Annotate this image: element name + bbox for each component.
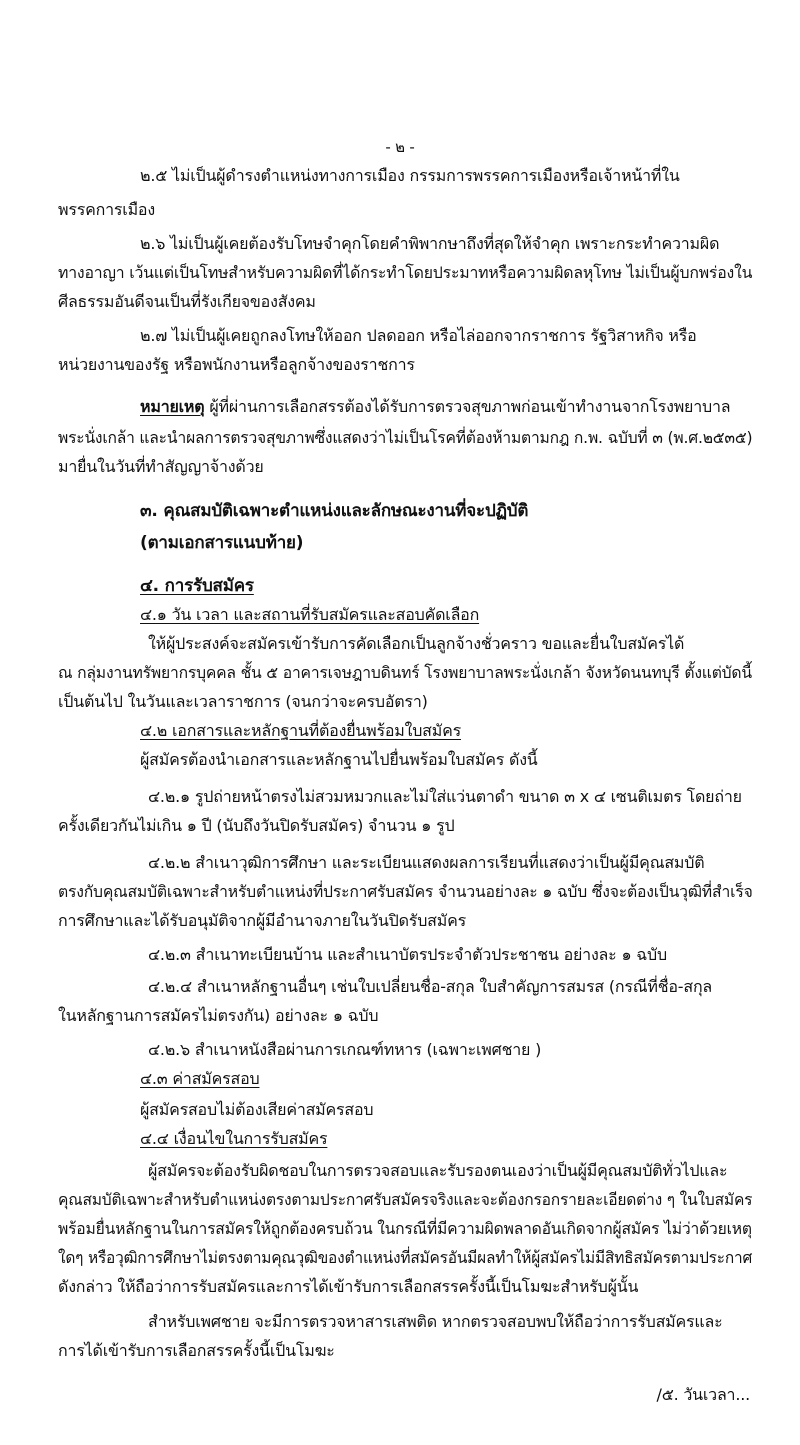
- item-4-2-2-line-1: ๔.๒.๒ สำเนาวุฒิการศึกษา และระเบียนแสดงผลการเรียนที่แสดงว่าเป็นผู้มีคุณสมบัติ: [148, 853, 705, 872]
- note-label: หมายเหตุ: [140, 397, 205, 416]
- item-4-2-4-line-1: ๔.๒.๔ สำเนาหลักฐานอื่นๆ เช่นใบเปลี่ยนชื่อ-สกุล ใบสำคัญการสมรส (กรณีที่ชื่อ-สกุล: [148, 977, 713, 996]
- continuation-text: /๕. วันเวลา...: [656, 1385, 750, 1404]
- item-2-6-line-1: ๒.๖ ไม่เป็นผู้เคยต้องรับโทษจำคุกโดยคำพิพากษาถึงที่สุดให้จำคุก เพราะกระทำความผิด: [140, 234, 720, 253]
- note-line-3: มายื่นในวันที่ทำสัญญาจ้างด้วย: [58, 457, 264, 476]
- item-4-2-1-line-2: ครั้งเดียวกันไม่เกิน ๑ ปี (นับถึงวันปิดรับสมัคร) จำนวน ๑ รูป: [58, 816, 455, 835]
- section-4-4-heading: ๔.๔ เงื่อนไขในการรับสมัคร: [140, 1129, 328, 1148]
- section-3-title: ๓. คุณสมบัติเฉพาะตำแหน่งและลักษณะงานที่จะปฏิบัติ: [140, 501, 529, 521]
- item-2-6-line-3: ศีลธรรมอันดีจนเป็นที่รังเกียจของสังคม: [58, 292, 316, 311]
- section-4-4-para-2-line-2: การได้เข้ารับการเลือกสรรครั้งนี้เป็นโมฆะ: [58, 1341, 335, 1360]
- note-line-2: พระนั่งเกล้า และนำผลการตรวจสุขภาพซึ่งแสดงว่าไม่เป็นโรคที่ต้องห้ามตามกฎ ก.พ. ฉบับที่ ๓ (พ.ศ.๒๕๓๕): [58, 428, 753, 447]
- section-4-1-heading: ๔.๑ วัน เวลา และสถานที่รับสมัครและสอบคัดเลือก: [140, 605, 480, 624]
- section-4-4-para-1-line-3: พร้อมยื่นหลักฐานในการสมัครให้ถูกต้องครบถ้วน ในกรณีที่มีความผิดพลาดอันเกิดจากผู้สมัคร ไม่ว่าด้วยเหตุ: [58, 1219, 752, 1238]
- section-4-1-line-3: เป็นต้นไป ในวันและเวลาราชการ (จนกว่าจะครบอัตรา): [58, 692, 428, 711]
- section-4-1-line-1: ให้ผู้ประสงค์จะสมัครเข้ารับการคัดเลือกเป็นลูกจ้างชั่วคราว ขอและยื่นใบสมัครได้: [148, 634, 685, 653]
- item-2-7-line-1: ๒.๗ ไม่เป็นผู้เคยถูกลงโทษให้ออก ปลดออก หรือไล่ออกจากราชการ รัฐวิสาหกิจ หรือ: [140, 326, 697, 345]
- section-4-3-heading: ๔.๓ ค่าสมัครสอบ: [140, 1069, 260, 1088]
- item-2-7-line-2: หน่วยงานของรัฐ หรือพนักงานหรือลูกจ้างของราชการ: [58, 355, 415, 374]
- item-4-2-1-line-1: ๔.๒.๑ รูปถ่ายหน้าตรงไม่สวมหมวกและไม่ใส่แว่นตาดำ ขนาด ๓ x ๔ เซนติเมตร โดยถ่าย: [148, 787, 742, 806]
- page-number: - ๒ -: [385, 138, 415, 156]
- note-line-1: [140, 396, 730, 418]
- section-4-4-para-1-line-1: ผู้สมัครจะต้องรับผิดชอบในการตรวจสอบและรับรองตนเองว่าเป็นผู้มีคุณสมบัติทั่วไปและ: [148, 1161, 728, 1180]
- section-4-4-para-1-line-4: ใดๆ หรือวุฒิการศึกษาไม่ตรงตามคุณวุฒิของตำแหน่งที่สมัครอันมีผลทำให้ผู้สมัครไม่มีสิทธิสมัครตามประกาศ: [58, 1248, 753, 1267]
- section-4-4-para-1-line-2: คุณสมบัติเฉพาะสำหรับตำแหน่งตรงตามประกาศรับสมัครจริงและจะต้องกรอกรายละเอียดต่าง ๆ ในใบสมัคร: [58, 1190, 753, 1209]
- note-text: ผู้ที่ผ่านการเลือกสรรต้องได้รับการตรวจสุขภาพก่อนเข้าทำงานจากโรงพยาบาล: [204, 397, 731, 416]
- section-4-3-text: ผู้สมัครสอบไม่ต้องเสียค่าสมัครสอบ: [140, 1100, 374, 1119]
- item-2-6-line-2: ทางอาญา เว้นแต่เป็นโทษสำหรับความผิดที่ได้กระทำโดยประมาทหรือความผิดลหุโทษ ไม่เป็นผู้บกพร่องใน: [58, 263, 753, 282]
- section-3-subtitle: (ตามเอกสารแนบท้าย): [140, 533, 304, 553]
- section-4-2-intro: ผู้สมัครต้องนำเอกสารและหลักฐานไปยื่นพร้อมใบสมัคร ดังนี้: [140, 750, 538, 769]
- section-4-title: ๔. การรับสมัคร: [140, 576, 254, 596]
- item-4-2-2-line-3: การศึกษาและได้รับอนุมัติจากผู้มีอำนาจภายในวันปิดรับสมัคร: [58, 911, 466, 930]
- item-4-2-2-line-2: ตรงกับคุณสมบัติเฉพาะสำหรับตำแหน่งที่ประกาศรับสมัคร จำนวนอย่างละ ๑ ฉบับ ซึ่งจะต้องเป็นวุฒิที่สำเร็จ: [58, 882, 753, 901]
- item-2-5-line-1: ๒.๕ ไม่เป็นผู้ดำรงตำแหน่งทางการเมือง กรรมการพรรคการเมืองหรือเจ้าหน้าที่ใน: [140, 166, 680, 185]
- item-4-2-6-line-1: ๔.๒.๖ สำเนาหนังสือผ่านการเกณฑ์ทหาร (เฉพาะเพศชาย ): [148, 1040, 542, 1059]
- item-4-2-3-line-1: ๔.๒.๓ สำเนาทะเบียนบ้าน และสำเนาบัตรประจำตัวประชาชน อย่างละ ๑ ฉบับ: [148, 945, 667, 964]
- item-4-2-4-line-2: ในหลักฐานการสมัครไม่ตรงกัน) อย่างละ ๑ ฉบับ: [58, 1006, 379, 1025]
- section-4-2-heading: ๔.๒ เอกสารและหลักฐานที่ต้องยื่นพร้อมใบสมัคร: [140, 721, 461, 740]
- item-2-5-line-2: พรรคการเมือง: [58, 200, 155, 219]
- section-4-4-para-1-line-5: ดังกล่าว ให้ถือว่าการรับสมัครและการได้เข้ารับการเลือกสรรครั้งนี้เป็นโมฆะสำหรับผู้นั้น: [58, 1277, 639, 1296]
- section-4-1-line-2: ณ กลุ่มงานทรัพยากรบุคคล ชั้น ๕ อาคารเจษฎาบดินทร์ โรงพยาบาลพระนั่งเกล้า จังหวัดนนทบุรี ตั้งแต่บัดนี้: [58, 663, 752, 682]
- section-4-4-para-2-line-1: สำหรับเพศชาย จะมีการตรวจหาสารเสพติด หากตรวจสอบพบให้ถือว่าการรับสมัครและ: [148, 1312, 723, 1331]
